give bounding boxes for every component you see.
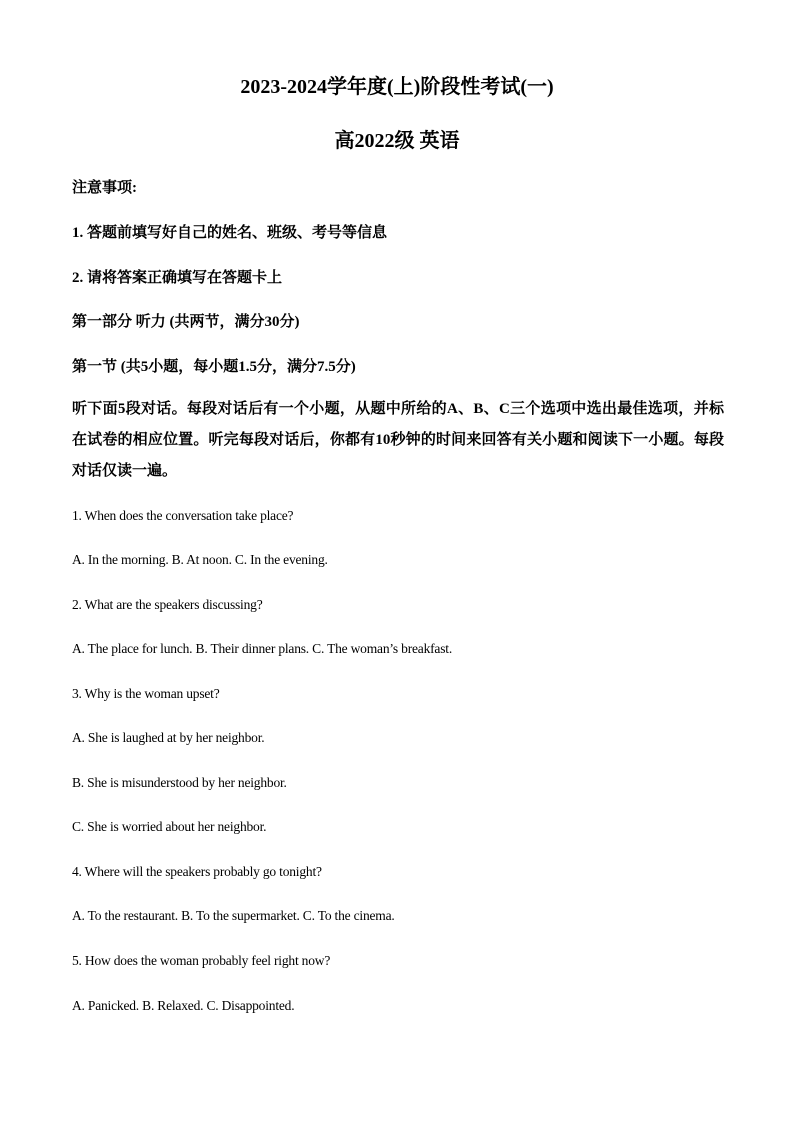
question-1: 1. When does the conversation take place? xyxy=(72,508,294,523)
listening-instructions: 听下面5段对话。每段对话后有一个小题，从题中所给的A、B、C三个选项中选出最佳选项，并标在试卷的相应位置。听完每段对话后，你都有10秒钟的时间来回答有关小题和阅读下一小题。每段对话仅读一遍。 xyxy=(72,401,724,479)
question-4-options: A. To the restaurant. B. To the supermarket. C. To the cinema. xyxy=(72,908,395,923)
question-5: 5. How does the woman probably feel right now? xyxy=(72,953,331,968)
exam-subtitle: 高2022级 英语 xyxy=(334,130,460,152)
question-4: 4. Where will the speakers probably go tonight? xyxy=(72,864,322,879)
question-3: 3. Why is the woman upset? xyxy=(72,686,220,701)
question-3-option-b: B. She is misunderstood by her neighbor. xyxy=(72,775,287,790)
question-2: 2. What are the speakers discussing? xyxy=(72,597,263,612)
exam-title: 2023-2024学年度(上)阶段性考试(一) xyxy=(240,76,554,98)
question-3-option-c: C. She is worried about her neighbor. xyxy=(72,819,267,834)
question-5-options: A. Panicked. B. Relaxed. C. Disappointed. xyxy=(72,998,295,1013)
question-2-options: A. The place for lunch. B. Their dinner plans. C. The woman’s breakfast. xyxy=(72,641,453,656)
question-3-option-a: A. She is laughed at by her neighbor. xyxy=(72,730,265,745)
notes-heading: 注意事项: xyxy=(72,180,137,196)
part1-heading: 第一部分 听力 (共两节，满分30分) xyxy=(72,314,300,330)
question-1-options: A. In the morning. B. At noon. C. In the evening. xyxy=(72,552,328,567)
section1-heading: 第一节 (共5小题，每小题1.5分，满分7.5分) xyxy=(72,359,356,375)
note-item: 2. 请将答案正确填写在答题卡上 xyxy=(72,270,283,286)
note-item: 1. 答题前填写好自己的姓名、班级、考号等信息 xyxy=(72,225,388,241)
